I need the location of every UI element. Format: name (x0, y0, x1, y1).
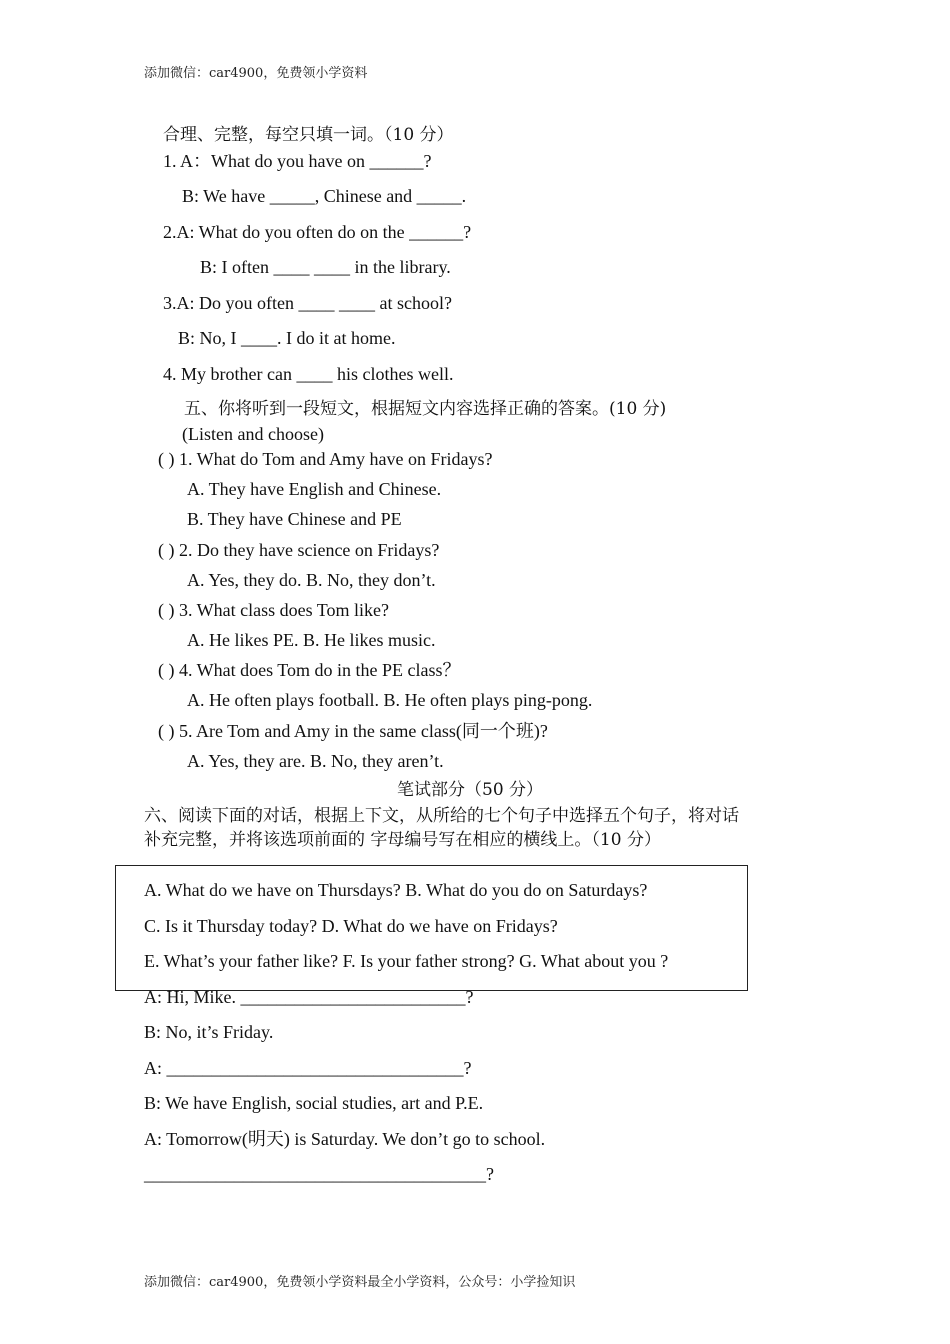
question-line: ( ) 1. What do Tom and Amy have on Fridays? (158, 449, 493, 469)
answer-option: B. They have Chinese and PE (187, 509, 402, 529)
s4-line: B: We have _____, Chinese and _____. (182, 186, 467, 206)
option-line: A. What do we have on Thursdays? B. What do you do on Saturdays? (144, 880, 648, 900)
s4-line: 2.A: What do you often do on the ______? (163, 222, 472, 242)
dialogue-line: B: No, it’s Friday. (144, 1022, 274, 1042)
answer-option: A. Yes, they do. B. No, they don’t. (187, 570, 436, 590)
dialogue-line: A: Tomorrow(明天) is Saturday. We don’t go to school. (144, 1129, 546, 1149)
section4-instruction: 合理、完整，每空只填一词。（10 分） (163, 125, 454, 145)
question-line: ( ) 4. What does Tom do in the PE class？ (158, 660, 461, 680)
s4-line: B: I often ____ ____ in the library. (200, 257, 451, 277)
s4-line: 3.A: Do you often ____ ____ at school? (163, 293, 452, 313)
section6-instruction: 补充完整，并将该选项前面的 字母编号写在相应的横线上。（10 分） (144, 830, 661, 850)
dialogue-line: A: Hi, Mike. _________________________? (144, 987, 474, 1007)
section5-title: 五、你将听到一段短文，根据短文内容选择正确的答案。(10 分) (184, 399, 667, 419)
s4-line: B: No, I ____. I do it at home. (178, 328, 396, 348)
option-line: E. What’s your father like? F. Is your father strong? G. What about you ? (144, 951, 669, 971)
answer-option: A. They have English and Chinese. (187, 479, 442, 499)
written-part-title: 笔试部分（50 分） (397, 780, 544, 800)
s4-line: 4. My brother can ____ his clothes well. (163, 364, 454, 384)
answer-option: A. He likes PE. B. He likes music. (187, 630, 436, 650)
option-line: C. Is it Thursday today? D. What do we have on Fridays? (144, 916, 558, 936)
s4-line: 1. A：What do you have on ______? (163, 151, 432, 171)
question-line: ( ) 2. Do they have science on Fridays? (158, 540, 440, 560)
question-line: ( ) 3. What class does Tom like? (158, 600, 390, 620)
dialogue-line: A: _________________________________? (144, 1058, 472, 1078)
section5-subtitle: (Listen and choose) (182, 424, 324, 444)
page-header: 添加微信：car4900，免费领小学资料 (144, 66, 368, 81)
answer-option: A. He often plays football. B. He often plays ping-pong. (187, 690, 593, 710)
page-footer: 添加微信：car4900，免费领小学资料最全小学资料，公众号：小学捡知识 (144, 1275, 576, 1290)
dialogue-line: B: We have English, social studies, art and P.E. (144, 1093, 484, 1113)
section6-instruction: 六、阅读下面的对话，根据上下文，从所给的七个句子中选择五个句子，将对话 (144, 806, 739, 826)
answer-option: A. Yes, they are. B. No, they aren’t. (187, 751, 444, 771)
question-line: ( ) 5. Are Tom and Amy in the same class(同一个班)? (158, 721, 548, 741)
dialogue-line: ______________________________________? (144, 1164, 494, 1184)
